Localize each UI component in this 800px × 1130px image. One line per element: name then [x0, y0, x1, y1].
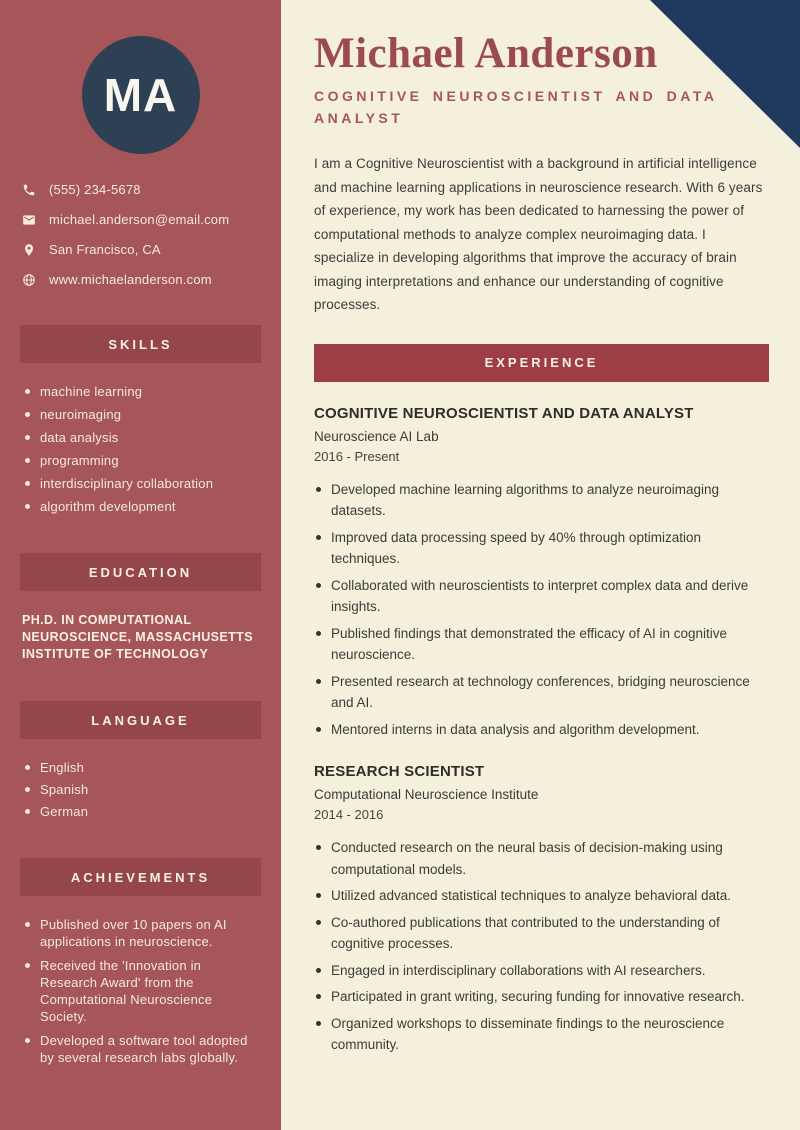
phone-icon: [22, 183, 36, 197]
skills-list: [24, 383, 261, 515]
job-entry: [314, 405, 769, 741]
contact-location-text: San Francisco, CA: [49, 242, 161, 257]
job-dates: 2016 - Present: [314, 448, 400, 464]
job-company: Neuroscience AI Lab: [314, 428, 439, 444]
job-entry: [314, 763, 769, 1056]
achievement-item: Received the 'Innovation in Research Award' from the Computational Neuroscience Society.: [24, 957, 261, 1025]
email-icon: [22, 213, 36, 227]
job-company: Computational Neuroscience Institute: [314, 787, 539, 802]
achievements-list: [24, 916, 261, 1066]
job-bullet: Published findings that demonstrated the efficacy of AI in cognitive neuroscience.: [314, 623, 766, 666]
job-dates: 2014 - 2016: [314, 807, 384, 822]
language-item: German: [24, 803, 261, 820]
job-bullet: Developed machine learning algorithms to analyze neuroimaging datasets.: [314, 479, 766, 522]
profile-summary: I am a Cognitive Neuroscientist with a background in artificial intelligence and machine learning applications in neuroscience research. With 6 years of experience, my work has been dedicated to harnessing the power of computational methods to analyze complex neuroimaging data. I specialize in developing algorithms that improve the accuracy of brain imaging interpretations and enhance our understanding of cognitive processes.: [314, 156, 763, 312]
job-role-subtitle: COGNITIVE NEUROSCIENTIST AND DATA ANALYST: [314, 88, 717, 126]
skill-item: neuroimaging: [24, 406, 261, 423]
contact-email-text: michael.anderson@email.com: [49, 212, 230, 227]
language-item: Spanish: [24, 781, 261, 798]
skills-section-header: SKILLS: [20, 325, 261, 363]
language-list: [24, 759, 261, 820]
education-section-header: EDUCATION: [20, 553, 261, 591]
achievement-item: Developed a software tool adopted by several research labs globally.: [24, 1032, 261, 1066]
location-icon: [22, 243, 36, 257]
sidebar: [0, 0, 281, 1130]
job-bullet: Collaborated with neuroscientists to interpret complex data and derive insights.: [314, 575, 766, 618]
contact-website-text: www.michaelanderson.com: [49, 272, 212, 287]
job-bullet: Organized workshops to disseminate findings to the neuroscience community.: [314, 1013, 766, 1056]
globe-icon: [22, 273, 36, 287]
language-section-header: LANGUAGE: [20, 701, 261, 739]
experience-section-header: EXPERIENCE: [314, 344, 769, 382]
skill-item: programming: [24, 452, 261, 469]
achievement-item: Published over 10 papers on AI applications in neuroscience.: [24, 916, 261, 950]
contact-email[interactable]: [22, 212, 261, 227]
job-bullet-list: [314, 479, 769, 741]
job-bullet: Mentored interns in data analysis and algorithm development.: [314, 719, 766, 741]
achievements-section-header: ACHIEVEMENTS: [20, 858, 261, 896]
avatar: [82, 36, 200, 154]
skill-item: machine learning: [24, 383, 261, 400]
contact-phone-text: (555) 234-5678: [49, 182, 141, 197]
avatar-initials: MA: [103, 69, 178, 121]
job-bullet: Participated in grant writing, securing funding for innovative research.: [314, 986, 766, 1008]
job-title: COGNITIVE NEUROSCIENTIST AND DATA ANALYST: [314, 404, 694, 422]
resume-main: [281, 0, 800, 1130]
corner-accent-triangle: [650, 0, 800, 148]
job-title: RESEARCH SCIENTIST: [314, 763, 485, 780]
contact-phone: [22, 182, 261, 197]
skill-item: algorithm development: [24, 498, 261, 515]
job-bullet: Presented research at technology conferences, bridging neuroscience and AI.: [314, 671, 766, 714]
job-bullet: Engaged in interdisciplinary collaborations with AI researchers.: [314, 960, 766, 982]
language-item: English: [24, 759, 261, 776]
education-degree: PH.D. IN COMPUTATIONAL NEUROSCIENCE, MASSACHUSETTS INSTITUTE OF TECHNOLOGY: [22, 613, 253, 661]
contact-website[interactable]: [22, 272, 261, 287]
job-bullet: Utilized advanced statistical techniques to analyze behavioral data.: [314, 885, 766, 907]
skill-item: interdisciplinary collaboration: [24, 475, 261, 492]
contact-location: [22, 242, 261, 257]
skill-item: data analysis: [24, 429, 261, 446]
experience-jobs: [314, 405, 769, 1056]
page-title: Michael Anderson: [314, 30, 658, 77]
job-bullet: Conducted research on the neural basis of decision-making using computational models.: [314, 837, 766, 880]
job-bullet: Improved data processing speed by 40% through optimization techniques.: [314, 527, 766, 570]
job-bullet: Co-authored publications that contributed to the understanding of cognitive processes.: [314, 912, 766, 955]
job-bullet-list: [314, 837, 769, 1056]
contact-section: [0, 182, 281, 287]
